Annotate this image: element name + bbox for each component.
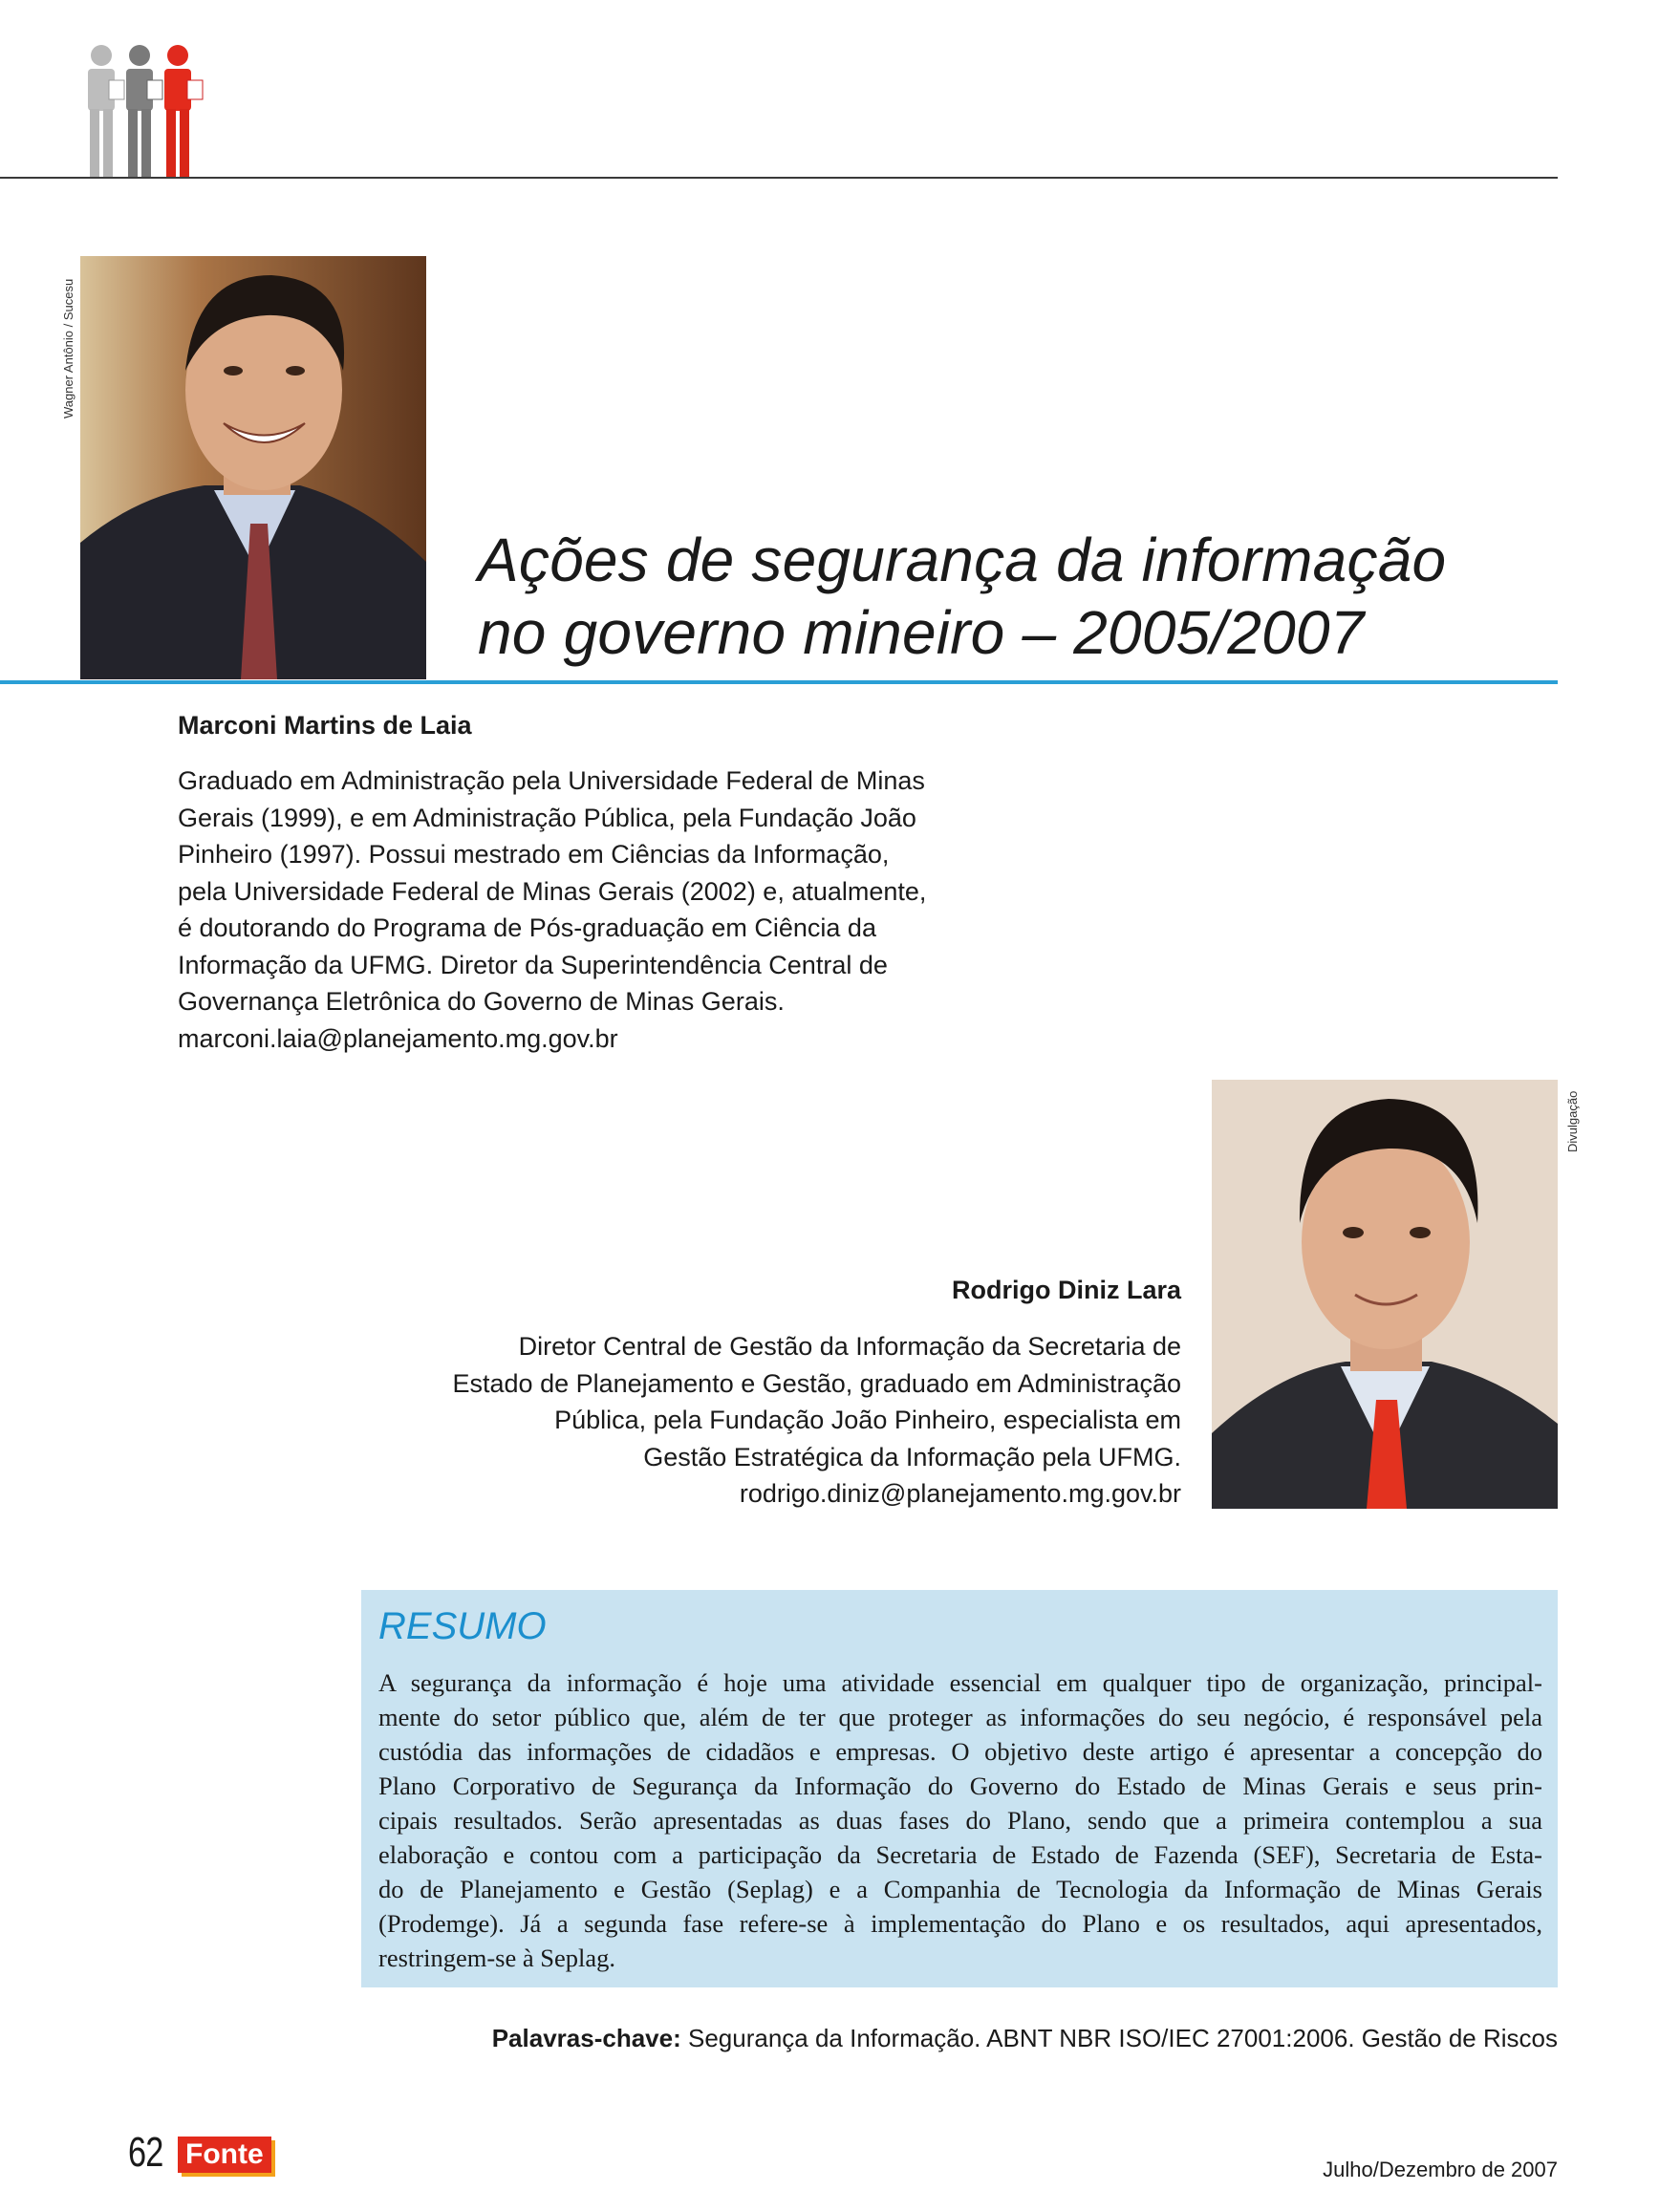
header-rule bbox=[0, 177, 1558, 179]
bio-line: pela Universidade Federal de Minas Gerais (2002) e, atualmente, bbox=[178, 876, 927, 906]
bio-line: é doutorando do Programa de Pós-graduação em Ciência da bbox=[178, 913, 876, 942]
keywords-text: Segurança da Informação. ABNT NBR ISO/IEC 27001:2006. Gestão de Riscos bbox=[680, 2024, 1558, 2052]
author-email: marconi.laia@planejamento.mg.gov.br bbox=[178, 1023, 618, 1053]
author-bio bbox=[178, 762, 1019, 1057]
bio-line: Diretor Central de Gestão da Informação da Secretaria de bbox=[518, 1332, 1181, 1361]
photo-credit-2: Divulgação bbox=[1565, 1090, 1580, 1152]
abstract-line: mente do setor público que, além de ter que proteger as informações do seu negócio, é responsável pela bbox=[378, 1703, 1542, 1731]
abstract-line: cipais resultados. Serão apresentadas as duas fases do Plano, sendo que a primeira contemplou a sua bbox=[378, 1806, 1542, 1835]
title-line: no governo mineiro – 2005/2007 bbox=[478, 598, 1365, 667]
title-line: Ações de segurança da informação bbox=[478, 526, 1447, 594]
bio-line: Graduado em Administração pela Universidade Federal de Minas bbox=[178, 766, 925, 795]
abstract-line: custódia das informações de cidadãos e empresas. O objetivo deste artigo é apresentar a concepção do bbox=[378, 1737, 1542, 1766]
author-email: rodrigo.diniz@planejamento.mg.gov.br bbox=[739, 1479, 1181, 1508]
magazine-logo: Fonte bbox=[178, 2137, 271, 2173]
bio-line: Gestão Estratégica da Informação pela UFMG. bbox=[643, 1442, 1181, 1471]
author-bio bbox=[321, 1328, 1181, 1513]
issue-date: Julho/Dezembro de 2007 bbox=[1323, 2158, 1558, 2181]
abstract-line: Plano Corporativo de Segurança da Informação do Governo do Estado de Minas Gerais e seus prin- bbox=[378, 1772, 1542, 1800]
bio-line: Governança Eletrônica do Governo de Minas Gerais. bbox=[178, 987, 785, 1016]
bio-line: Pública, pela Fundação João Pinheiro, especialista em bbox=[554, 1406, 1181, 1434]
title-rule bbox=[0, 680, 1558, 684]
abstract-line: restringem-se à Seplag. bbox=[378, 1944, 615, 1972]
author-photo-1 bbox=[80, 256, 426, 679]
abstract-line: do de Planejamento e Gestão (Seplag) e a Companhia de Tecnologia da Informação de Minas Gerais bbox=[378, 1875, 1542, 1903]
keywords-label: Palavras-chave: bbox=[491, 2024, 681, 2052]
page-number: 62 bbox=[128, 2129, 163, 2176]
abstract-line: A segurança da informação é hoje uma atividade essencial em qualquer tipo de organização, principal- bbox=[378, 1668, 1542, 1697]
people-group-icon bbox=[80, 42, 214, 182]
photo-credit-1: Wagner Antônio / Sucesu bbox=[61, 278, 75, 419]
keywords bbox=[492, 2024, 1558, 2053]
author-photo-2 bbox=[1212, 1080, 1558, 1509]
abstract-text bbox=[378, 1665, 1542, 1975]
article-title bbox=[478, 524, 1548, 669]
abstract-line: (Prodemge). Já a segunda fase refere-se à implementação do Plano e os resultados, aqui apresentados, bbox=[378, 1909, 1542, 1938]
bio-line: Gerais (1999), e em Administração Pública, pela Fundação João bbox=[178, 803, 916, 832]
author-name: Rodrigo Diniz Lara bbox=[951, 1276, 1181, 1304]
bio-line: Estado de Planejamento e Gestão, graduado em Administração bbox=[452, 1368, 1181, 1398]
bio-line: Pinheiro (1997). Possui mestrado em Ciências da Informação, bbox=[178, 840, 890, 869]
author-name: Marconi Martins de Laia bbox=[178, 711, 472, 740]
abstract-heading: RESUMO bbox=[378, 1605, 547, 1647]
abstract-line: elaboração e contou com a participação da Secretaria de Estado de Fazenda (SEF), Secretaria de Esta- bbox=[378, 1840, 1542, 1869]
bio-line: Informação da UFMG. Diretor da Superintendência Central de bbox=[178, 950, 888, 979]
